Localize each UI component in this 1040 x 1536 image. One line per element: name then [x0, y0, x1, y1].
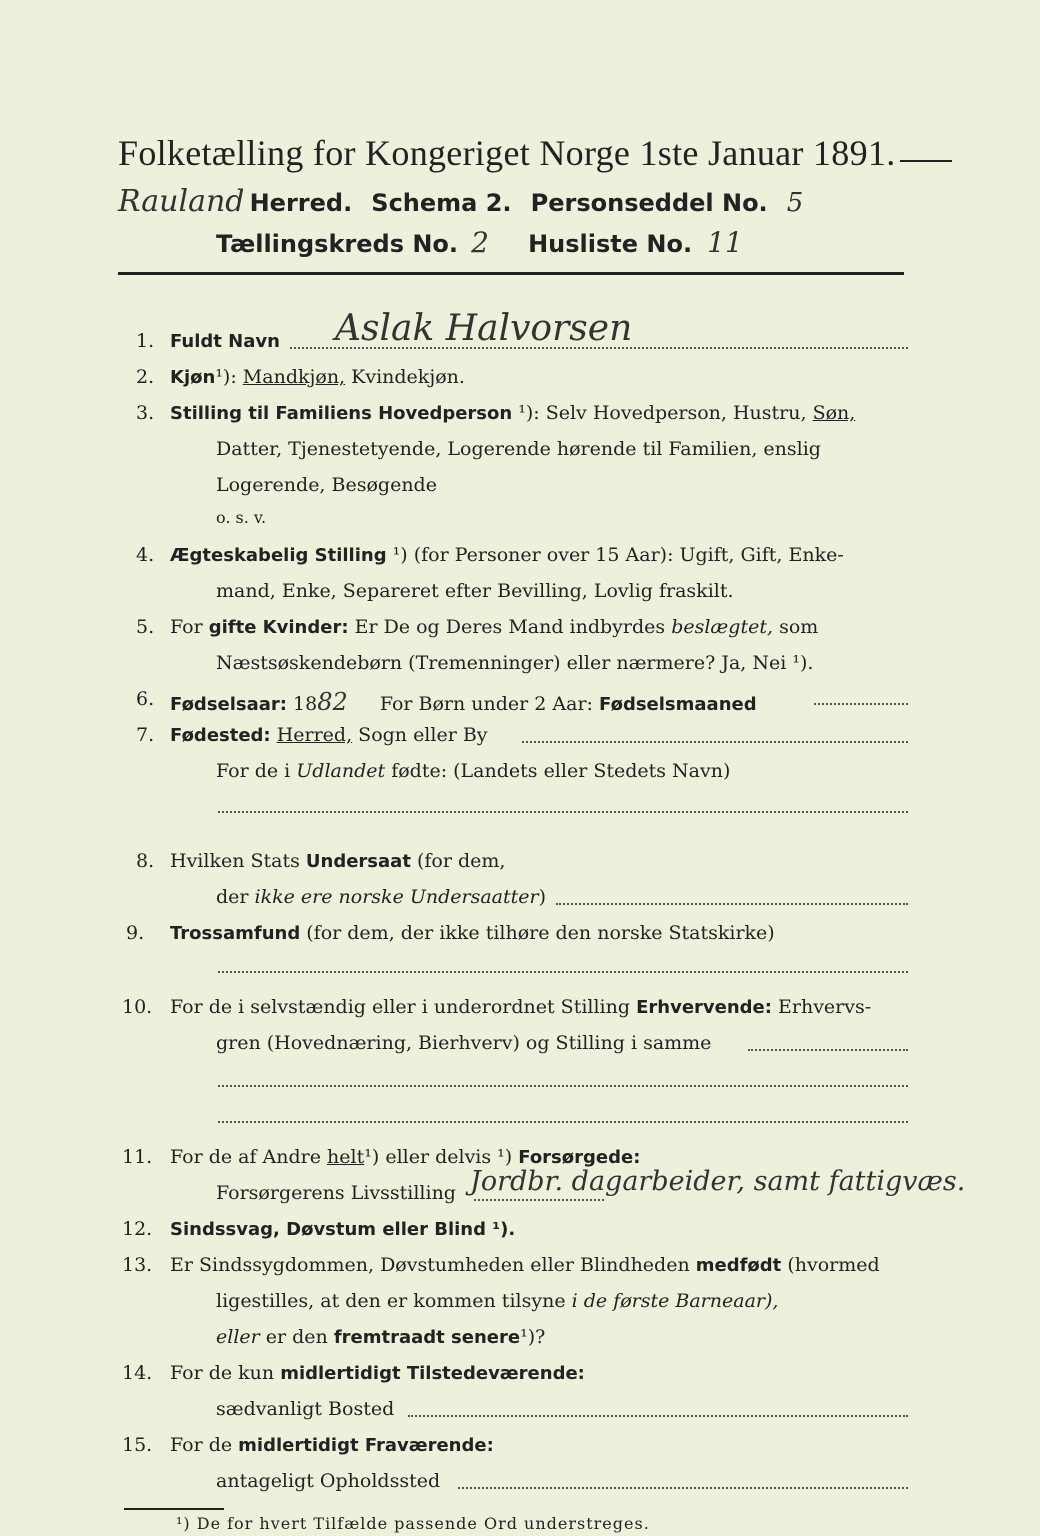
item-2-number: 2.: [136, 366, 155, 388]
item-3-line3: Logerende, Besøgende: [216, 474, 437, 496]
item-6: [170, 688, 757, 716]
family-position-son: Søn,: [812, 402, 856, 424]
stay-place-dotline: [458, 1486, 908, 1489]
item-14: [170, 1362, 585, 1384]
item-10-number: 10.: [122, 996, 153, 1018]
temp-absent-label: midlertidigt Fraværende:: [238, 1435, 494, 1456]
item-13-senere: fremtraadt senere: [333, 1327, 521, 1348]
personseddel-label: Personseddel No.: [530, 189, 768, 217]
item-8: [170, 850, 505, 872]
item-5-line2: Næstsøskendebørn (Tremenninger) eller nærmere? Ja, Nei ¹).: [216, 652, 814, 674]
item-15-number: 15.: [122, 1434, 153, 1456]
item-14-number: 14.: [122, 1362, 153, 1384]
item-10: [170, 996, 871, 1018]
occupation-dotline-3: [218, 1120, 908, 1123]
marital-status-label: Ægteskabelig Stilling: [170, 545, 387, 566]
item-5-question: Er De og Deres Mand indbyrdes: [354, 616, 666, 638]
temp-present-label: midlertidigt Tilstedeværende:: [280, 1363, 585, 1384]
birth-month-label: Fødselsmaaned: [599, 694, 757, 715]
occupation-dotline-1: [748, 1048, 908, 1051]
occupation-dotline-2: [218, 1084, 908, 1087]
item-1-number: 1.: [136, 330, 155, 352]
item-4: [170, 544, 844, 566]
item-8-number: 8.: [136, 850, 155, 872]
birthplace-herred: Herred,: [276, 724, 353, 746]
item-7-number: 7.: [136, 724, 155, 746]
abroad-prefix: For de i: [216, 760, 291, 782]
item-13-line2-italic: i de første Barneaar),: [571, 1290, 779, 1312]
item-11-delvis: ¹) eller delvis ¹): [364, 1146, 513, 1168]
item-10-text: For de i selvstændig eller i underordnet Stilling: [170, 996, 631, 1018]
item-2: [170, 366, 465, 388]
item-1: [170, 330, 280, 352]
birthplace-label: Fødested:: [170, 725, 271, 746]
full-name-value: Aslak Halvorsen: [335, 308, 633, 349]
item-14-prefix: For de kun: [170, 1362, 275, 1384]
religion-dotline: [218, 970, 908, 973]
supported-label: Forsørgede:: [518, 1147, 641, 1168]
herred-handwritten: Rauland: [118, 184, 245, 219]
marital-status-options: ¹) (for Personer over 15 Aar): Ugift, Gift, Enke-: [392, 544, 844, 566]
occupation-label: Erhvervende:: [636, 997, 772, 1018]
item-11-helt: helt: [327, 1146, 365, 1168]
citizenship-prefix: Hvilken Stats: [170, 850, 300, 872]
item-12: [170, 1218, 515, 1240]
usual-residence-label: sædvanligt Bosted: [216, 1398, 395, 1420]
item-5-related: beslægtet,: [671, 616, 774, 638]
abroad-suffix: fødte: (Landets eller Stedets Navn): [391, 760, 731, 782]
abroad-word: Udlandet: [296, 760, 386, 782]
item-9: [170, 922, 775, 944]
supporter-label: Forsørgerens Livsstilling: [216, 1182, 456, 1204]
item-5-number: 5.: [136, 616, 155, 638]
item-11: [170, 1146, 640, 1168]
disability-label: Sindssvag, Døvstum eller Blind ¹).: [170, 1219, 516, 1240]
personseddel-number: 5: [786, 188, 804, 218]
item-13-hvormed: (hvormed: [787, 1254, 880, 1276]
item-7-line2: [216, 760, 730, 782]
husliste-label: Husliste No.: [528, 230, 693, 258]
kreds-label: Tællingskreds No.: [216, 230, 459, 258]
item-3-line2: Datter, Tjenestetyende, Logerende hørende til Familien, enslig: [216, 438, 821, 460]
citizenship-suffix: (for dem,: [416, 850, 506, 872]
herred-label: Herred.: [249, 189, 353, 217]
item-3-line4: o. s. v.: [216, 508, 267, 527]
full-name-dotline: [290, 346, 908, 349]
religion-text: (for dem, der ikke tilhøre den norske Statskirke): [306, 922, 775, 944]
item-11-prefix: For de af Andre: [170, 1146, 321, 1168]
item-10-erhvervs: Erhvervs-: [778, 996, 872, 1018]
item-3-number: 3.: [136, 402, 155, 424]
item-7: [170, 724, 488, 746]
married-women-label: gifte Kvinder:: [208, 617, 349, 638]
item-11-number: 11.: [122, 1146, 153, 1168]
birth-year-prefix: 18: [293, 693, 318, 715]
item-13-erden: er den: [265, 1326, 328, 1348]
item-13-line2: [216, 1290, 778, 1312]
family-position-label: Stilling til Familiens Hovedperson: [170, 403, 513, 424]
item-8-paren: ): [538, 886, 547, 908]
abroad-dotline: [218, 810, 908, 813]
kreds-line: [216, 226, 743, 259]
child-label: For Børn under 2 Aar:: [379, 693, 593, 715]
citizenship-dotline: [556, 902, 908, 905]
item-12-number: 12.: [122, 1218, 153, 1240]
supporter-dotline: [474, 1198, 604, 1201]
birthplace-dotline: [522, 740, 908, 743]
schema-label: Schema 2.: [371, 189, 512, 217]
item-13-number: 13.: [122, 1254, 153, 1276]
item-13: [170, 1254, 880, 1276]
kreds-number: 2: [471, 226, 489, 259]
item-15-prefix: For de: [170, 1434, 233, 1456]
form-title: Folketælling for Kongeriget Norge 1ste Januar 1891.: [118, 133, 896, 173]
family-position-options: ¹): Selv Hovedperson, Hustru,: [518, 402, 807, 424]
religion-label: Trossamfund: [170, 923, 301, 944]
supporter-value: Jordbr. dagarbeider, samt fattigvæs.: [470, 1166, 966, 1197]
item-9-number: 9.: [126, 922, 145, 944]
husliste-number: 11: [707, 226, 743, 259]
title-underline: [900, 160, 952, 162]
item-13-text: Er Sindssygdommen, Døvstumheden eller Blindheden: [170, 1254, 690, 1276]
sex-label: Kjøn: [170, 367, 216, 388]
item-10-line2: gren (Hovednæring, Bierhverv) og Stilling i samme: [216, 1032, 712, 1054]
item-3: [170, 402, 855, 424]
citizenship-label: Undersaat: [305, 851, 411, 872]
item-15: [170, 1434, 494, 1456]
birthplace-options: Sogn eller By: [358, 724, 488, 746]
stay-place-label: antageligt Opholdssted: [216, 1470, 441, 1492]
item-8-der: der: [216, 886, 249, 908]
sex-option-male: Mandkjøn,: [242, 366, 346, 388]
item-5-som: som: [779, 616, 819, 638]
birth-year-value: 82: [317, 688, 348, 716]
footnote: ¹) De for hvert Tilfælde passende Ord understreges.: [176, 1514, 650, 1533]
item-8-line2: [216, 886, 546, 908]
sex-footnote-ref: ¹):: [215, 366, 237, 388]
item-13-line3: [216, 1326, 545, 1348]
item-13-q: ¹)?: [520, 1326, 546, 1348]
item-6-number: 6.: [136, 688, 155, 710]
full-name-label: Fuldt Navn: [170, 331, 280, 352]
item-13-medfodt: medfødt: [695, 1255, 782, 1276]
usual-residence-dotline: [408, 1414, 908, 1417]
item-13-eller: eller: [216, 1326, 260, 1348]
header-divider: [118, 272, 904, 275]
item-5-for: For: [170, 616, 203, 638]
birth-year-label: Fødselsaar:: [170, 694, 287, 715]
birth-month-dotline: [814, 702, 908, 705]
herred-line: [118, 184, 803, 219]
item-8-italic: ikke ere norske Undersaatter: [254, 886, 539, 908]
item-5: [170, 616, 818, 638]
sex-option-female: Kvindekjøn.: [351, 366, 465, 388]
footnote-rule: [124, 1508, 224, 1510]
item-13-line2-text: ligestilles, at den er kommen tilsyne: [216, 1290, 566, 1312]
item-4-line2: mand, Enke, Separeret efter Bevilling, Lovlig fraskilt.: [216, 580, 734, 602]
item-4-number: 4.: [136, 544, 155, 566]
